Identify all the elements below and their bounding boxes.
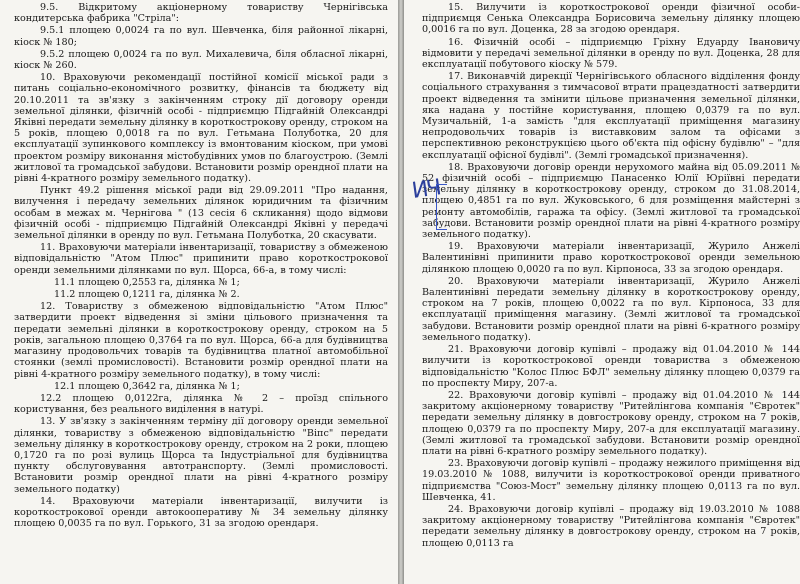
- paragraph-12-2: 12.2 площею 0,0122га, ділянка № 2 – проїзд спільного користування, без реального виділення в натурі.: [14, 392, 388, 416]
- right-page: [404, 0, 800, 584]
- paragraph-13: 13. У зв'язку з закінченням терміну дії договору оренди земельної ділянки, товариству з обмеженою відповідальністю "Віпс" передати земельну ділянку в короткострокову оренду, строком на 2 роки, площею 0,1720 га по розі вулиць Щорса та Індустріальної для будівництва пункту обслуговування автотранспорту. (Землі промисловості. Встановити розмір орендної плати на рівні 4-кратного розміру земельного податку): [14, 416, 388, 495]
- paragraph-11: 11. Враховуючи матеріали інвентаризації, товариству з обмеженою відповідальністю "Атом Плюс" припинити право короткострокової оренди земельними ділянками по вул. Щорса, 66-а, в тому числі:: [14, 242, 388, 276]
- paragraph-24: 24. Враховуючи договір купівлі – продажу від 19.03.2010 № 1088 закритому акціонерному товариству "Ритейлінгова компанія "Євротек" передати земельну ділянку в довгострокову оренду, строком на 7 років, площею 0,0113 га: [422, 503, 800, 549]
- paragraph-9-5-2: 9.5.2 площею 0,0024 га по вул. Михалевича, біля обласної лікарні, кіоск № 260.: [14, 48, 388, 72]
- paragraph-23: 23. Враховуючи договір купівлі – продажу нежилого приміщення від 19.03.2010 № 1088, вилучити із короткострокової оренди приватного підприємства "Союз-Мост" земельну ділянку площею 0,0113 га по вул. Шевченка, 41.: [422, 458, 800, 503]
- paragraph-21: 21. Враховуючи договір купівлі – продажу від 01.04.2010 № 144 вилучити із короткострокової оренди товариства з обмеженою відповідальністю "Колос Плюс БФЛ" земельну ділянку площею 0,0379 га по проспекту Миру, 207-а.: [422, 344, 800, 389]
- handwritten-mark: ИЧ: [410, 175, 442, 204]
- paragraph-12: 12. Товариству з обмеженою відповідальністю "Атом Плюс" затвердити проект відведення зі зміни цільового призначення та передати земельні ділянки в короткострокову оренду, строком на 5 років, загальною площею 0,3764 га по вул. Щорса, 66-а для будівництва магазину продовольчих товарів та будівництва платної автомобільної стоянки (землі промисловості). Встановити розмір орендної плати на рівні 4-кратного розміру земельного податку), в тому числі:: [14, 301, 388, 380]
- handwritten-bracket: [436, 184, 447, 230]
- paragraph-12-1: 12.1 площею 0,3642 га, ділянка № 1;: [54, 380, 240, 392]
- paragraph-22: 22. Враховуючи договір купівлі – продажу від 01.04.2010 № 144 закритому акціонерному товариству "Ритейлінгова компанія "Євротек" передати земельну ділянку в довгострокову оренду, строком на 7 років, площею 0,0379 га по проспекту Миру, 207-а для експлуатації магазину. (Землі житлової та громадської забудови. Встановити розмір орендної плати на рівні 6-кратного розміру земельного податку).: [422, 389, 800, 457]
- paragraph-15: 15. Вилучити із короткострокової оренди фізичної особи-підприємця Сенька Олександра Борисовича земельну ділянку площею 0,0016 га по вул. Доценка, 28 за згодою орендаря.: [422, 2, 800, 36]
- paragraph-10: 10. Враховуючи рекомендації постійної комісії міської ради з питань соціально-економічного розвитку, фінансів та бюджету від 20.10.2011 та зв'язку з закінченням строку дії договору оренди земельної ділянки, фізичній особі - підприємцю Підгайній Олександрі Яківні передати земельну ділянку в короткострокову оренду, строком на 5 років, площею 0,0018 га по вул. Гетьмана Полуботка, 20 для експлуатації зупинкового комплексу із вмонтованим кіоском, при умові проектом розміру виконання містобудівних умов по благоустрою. (Землі житлової та громадської забудови. Встановити розмір орендної плати на рівні 4-кратного розміру земельного податку).: [14, 72, 388, 185]
- left-page: [0, 0, 398, 584]
- paragraph-20: 20. Враховуючи матеріали інвентаризації, Журило Анжелі Валентинівні передати земельну ділянку в короткострокову оренду, строком на 7 років, площею 0,0022 га по вул. Кірпоноса, 33 для експлуатації приміщення магазину. (Землі житлової та громадської забудови. Встановити розмір орендної плати на рівні 6-кратного розміру земельного податку).: [422, 275, 800, 343]
- paragraph-14: 14. Враховуючи матеріали інвентаризації, вилучити із короткострокової оренди автокооперативу № 34 земельну ділянку площею 0,0035 га по вул. Горького, 31 за згодою орендаря.: [14, 495, 388, 530]
- paragraph-49-2: Пункт 49.2 рішення міської ради від 29.09.2011 "Про надання, вилучення і передачу земельних ділянок юридичним та фізичним особам в межах м. Чернігова " (13 сесія 6 скликання) щодо відмови фізичній особі - підприємцю Підгайній Олександрі Яківні у передачі земельної ділянки в оренду по вул. Гетьмана Полуботка, 20 скасувати.: [14, 185, 388, 242]
- paragraph-19: 19. Враховуючи матеріали інвентаризації, Журило Анжелі Валентинівні припинити право короткострокової оренди земельною ділянкою площею 0,0020 га по вул. Кірпоноса, 33 за згодою орендаря.: [422, 241, 800, 275]
- paragraph-18: 18. Враховуючи договір оренди нерухомого майна від 05.09.2011 № 52 фізичній особі – підприємцю Панасенко Юлії Юріївні передати земельну ділянку в короткострокову оренду, строком до 31.08.2014, площею 0,4851 га по вул. Жуковського, 6 для розміщення майстерні з ремонту автомобілів, гаража та офісу. (Землі житлової та громадської забудови. Встановити розмір орендної плати на рівні 4-кратного розміру земельного податку).: [422, 161, 800, 241]
- paragraph-11-2: 11.2 площею 0,1211 га, ділянка № 2.: [54, 289, 240, 301]
- paragraph-11-1: 11.1 площею 0,2553 га, ділянка № 1;: [54, 276, 240, 288]
- paragraph-17: 17. Виконавчій дирекції Чернігівського обласного відділення фонду соціального страхування з тимчасової втрати працездатності затвердити проект відведення та змінити цільове призначення земельної ділянки, яка надана у постійне користування, площею 0,0379 га по вул. Музичальній, 1-а замість "для експлуатації приміщення магазину непродовольчих товарів із виставковим залом та офісами з перспективною реконструкцією цього об'єкта під офісну будівлю" – "для експлуатації офісної будівлі". (Землі громадської призначення).: [422, 71, 800, 161]
- paragraph-9-5-1: 9.5.1 площею 0,0024 га по вул. Шевченка, біля районної лікарні, кіоск № 180;: [14, 25, 388, 48]
- paragraph-16: 16. Фізичній особі – підприємцю Гріхну Едуарду Івановичу відмовити у передачі земельної ділянки в оренду по вул. Доценка, 28 для експлуатації побутового кіоску № 579.: [422, 36, 800, 71]
- paragraph-9-5: 9.5. Відкритому акціонерному товариству Чернігівська кондитерська фабрика "Стріла":: [14, 2, 388, 25]
